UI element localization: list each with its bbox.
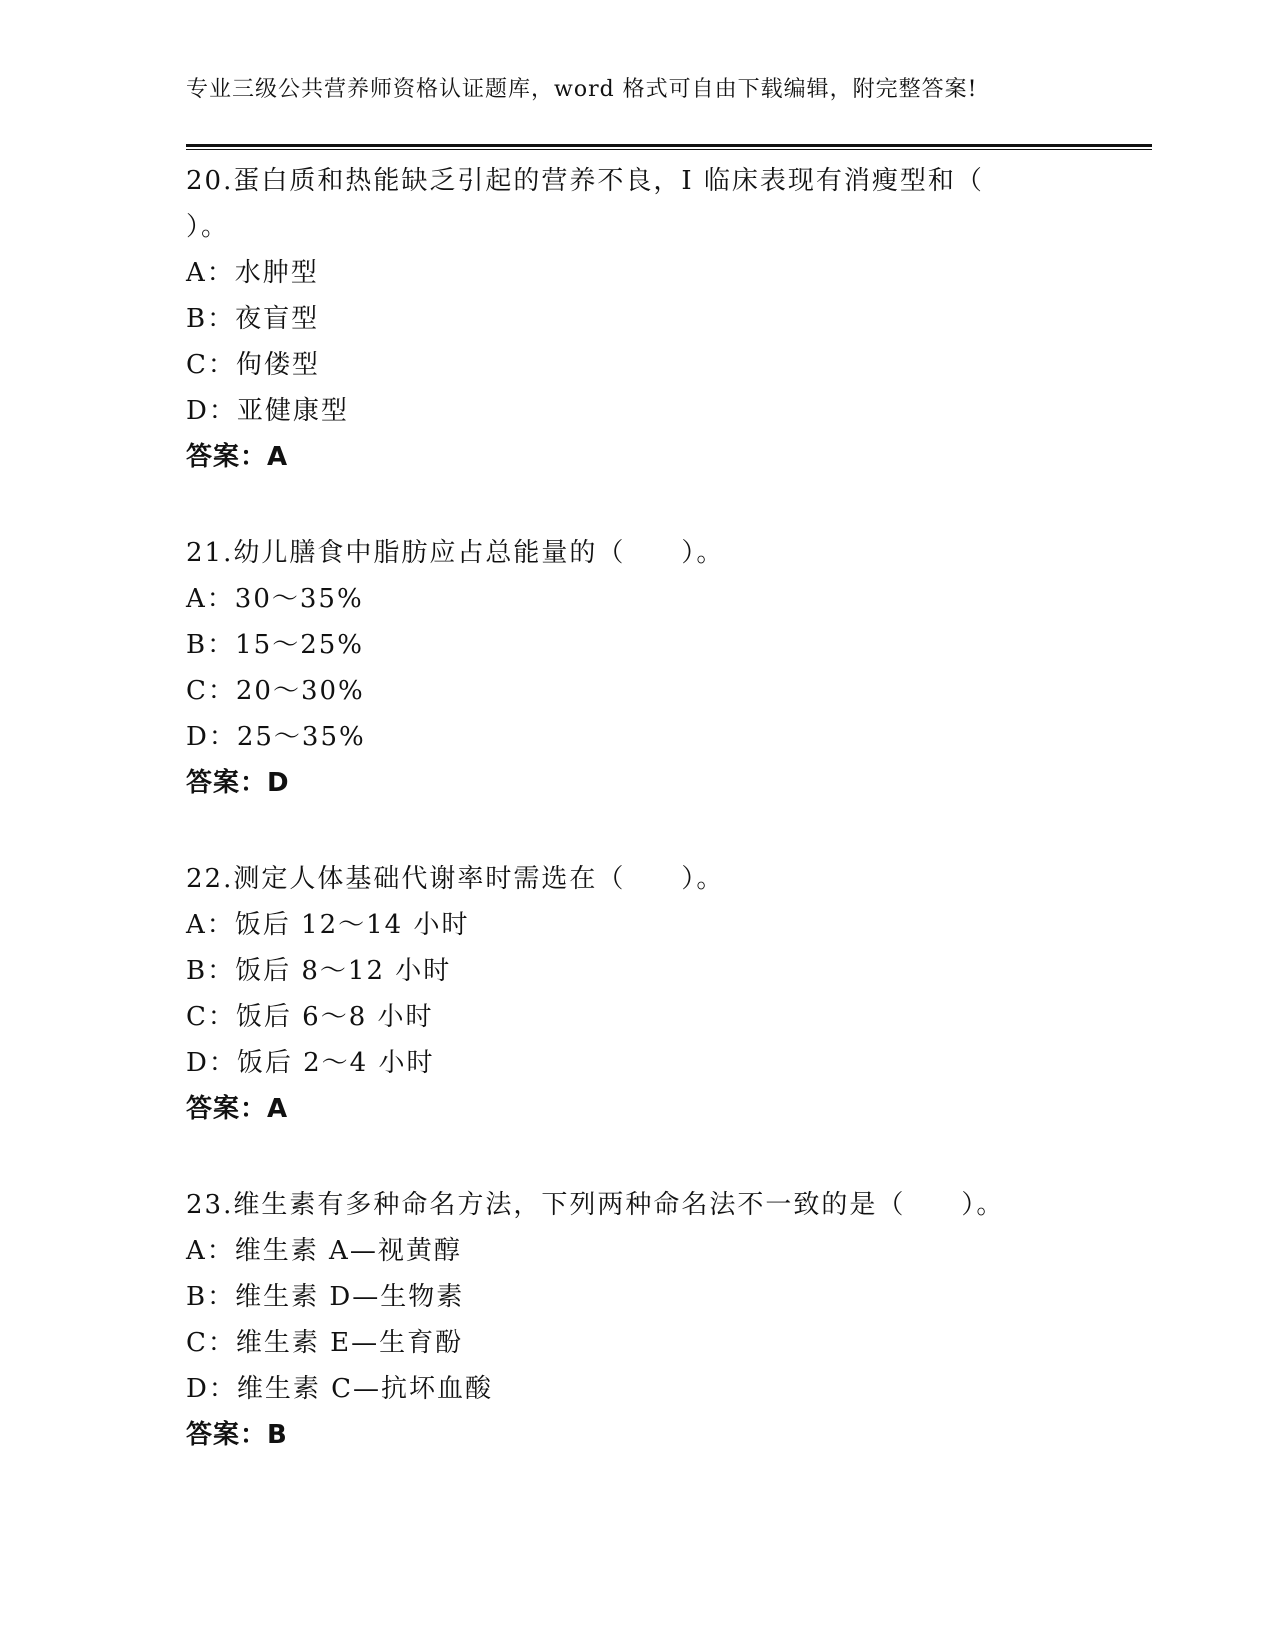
answer-text: 答案：D bbox=[186, 768, 290, 798]
option-d: D：亚健康型 bbox=[186, 396, 349, 426]
option-a: A：30～35% bbox=[186, 584, 364, 614]
option-b: B：夜盲型 bbox=[186, 304, 320, 334]
option-a: A：水肿型 bbox=[186, 258, 319, 288]
header-rule bbox=[186, 144, 1152, 150]
question-22 bbox=[186, 856, 1152, 1132]
question-20 bbox=[186, 158, 1152, 480]
option-c: C：20～30% bbox=[186, 676, 365, 706]
question-list bbox=[186, 158, 1152, 1508]
question-21 bbox=[186, 530, 1152, 806]
option-d: D：25～35% bbox=[186, 722, 366, 752]
question-stem: 23.维生素有多种命名方法，下列两种命名法不一致的是（ ）。 bbox=[186, 1190, 1005, 1220]
page-header: 专业三级公共营养师资格认证题库，word 格式可自由下载编辑，附完整答案! bbox=[186, 77, 978, 102]
question-23 bbox=[186, 1182, 1152, 1458]
answer-text: 答案：A bbox=[186, 1094, 289, 1124]
option-b: B：维生素 D—生物素 bbox=[186, 1282, 465, 1312]
question-stem-continued: ）。 bbox=[186, 212, 230, 242]
option-b: B：15～25% bbox=[186, 630, 364, 660]
option-c: C：饭后 6～8 小时 bbox=[186, 1002, 434, 1032]
question-stem: 20.蛋白质和热能缺乏引起的营养不良，I 临床表现有消瘦型和（ bbox=[186, 166, 984, 196]
option-d: D：维生素 C—抗坏血酸 bbox=[186, 1374, 494, 1404]
option-b: B：饭后 8～12 小时 bbox=[186, 956, 452, 986]
question-stem: 22.测定人体基础代谢率时需选在（ ）。 bbox=[186, 864, 725, 894]
option-a: A：饭后 12～14 小时 bbox=[186, 910, 470, 940]
question-stem: 21.幼儿膳食中脂肪应占总能量的（ ）。 bbox=[186, 538, 725, 568]
option-d: D：饭后 2～4 小时 bbox=[186, 1048, 435, 1078]
option-c: C：佝偻型 bbox=[186, 350, 320, 380]
answer-text: 答案：B bbox=[186, 1420, 288, 1450]
option-a: A：维生素 A—视黄醇 bbox=[186, 1236, 462, 1266]
option-c: C：维生素 E—生育酚 bbox=[186, 1328, 464, 1358]
answer-text: 答案：A bbox=[186, 442, 289, 472]
